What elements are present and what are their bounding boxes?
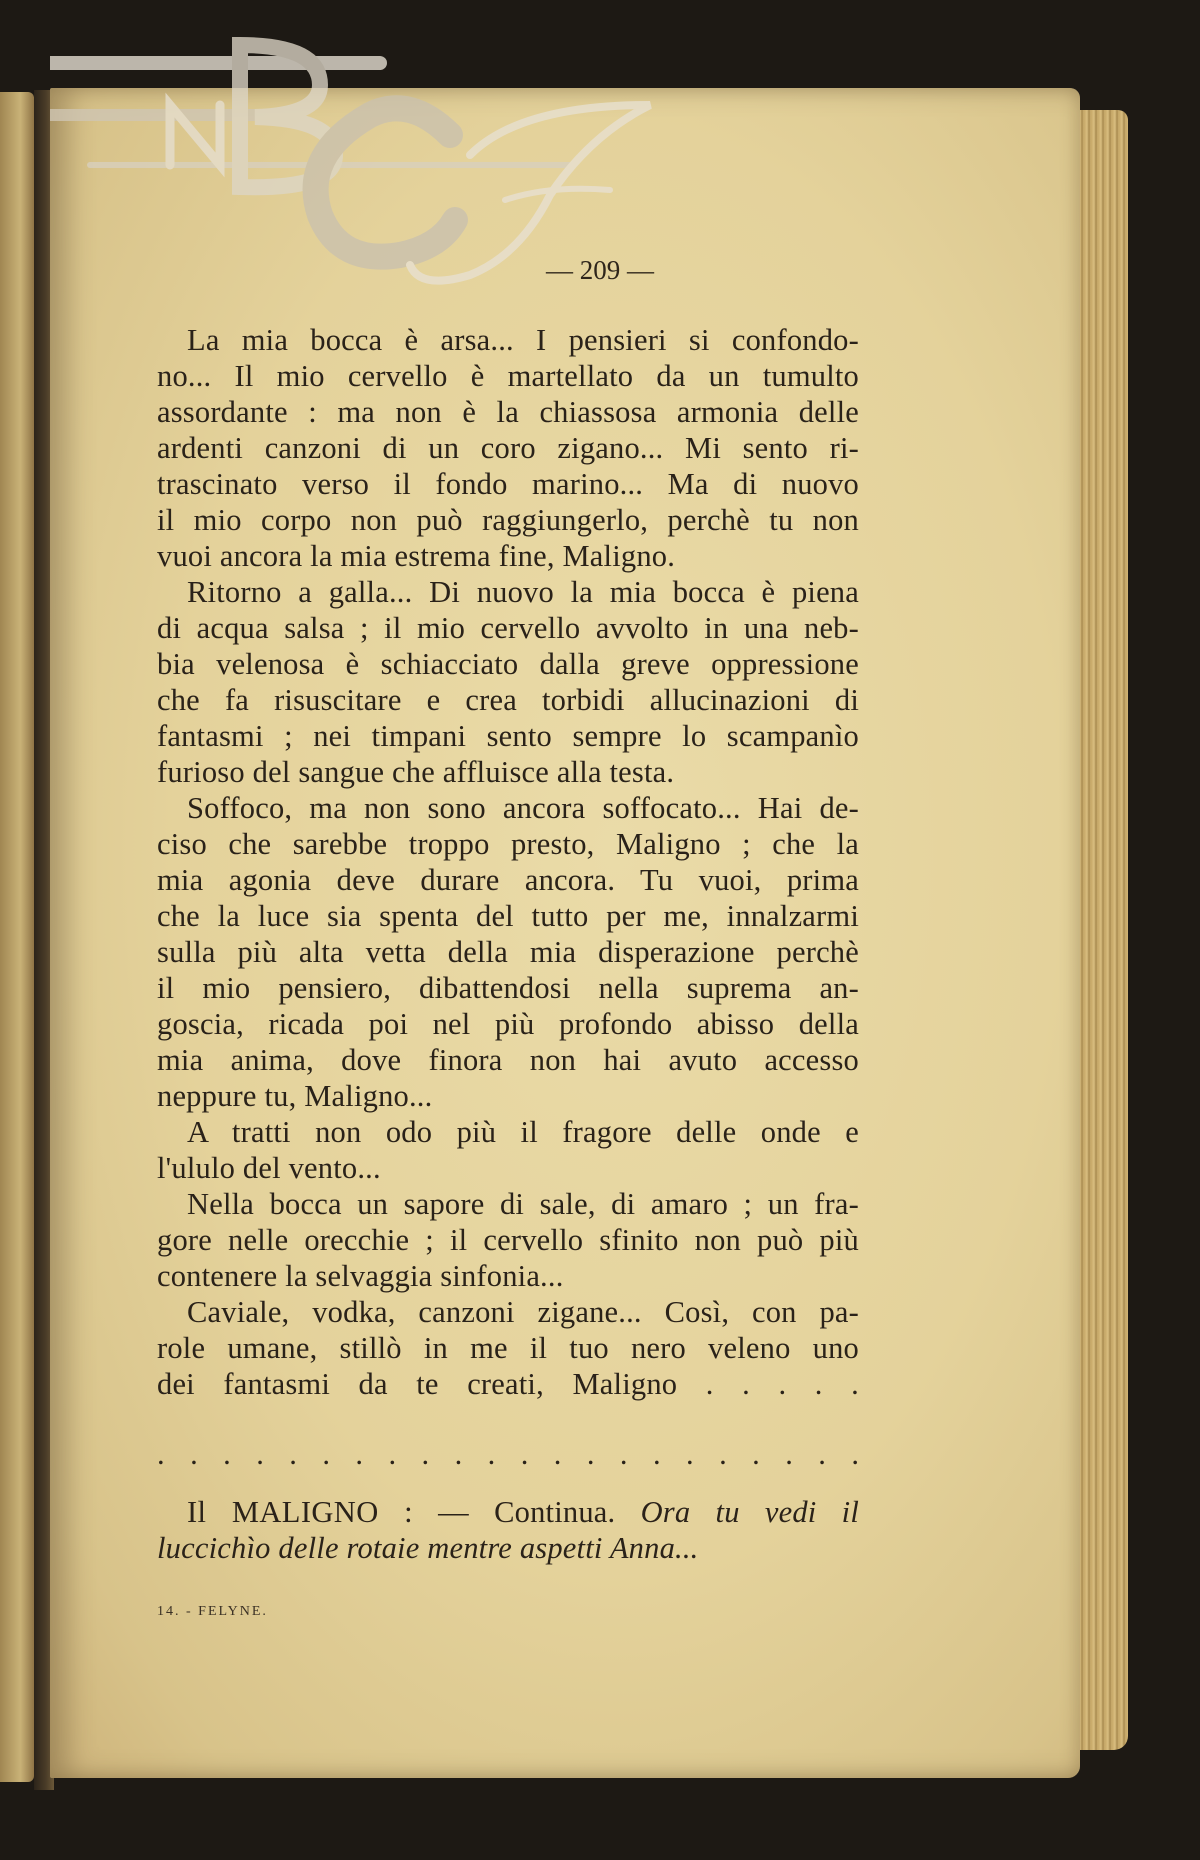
text-line: fantasmi ; nei timpani sento sempre lo scampanìo [157,719,859,753]
spacer [157,1472,859,1494]
text-line: vuoi ancora la mia estrema fine, Maligno. [157,539,676,573]
text-line: role umane, stillò in me il tuo nero veleno uno [157,1331,859,1365]
page-number: — 209 — [546,255,654,285]
text-line: dei fantasmi da te creati, Maligno . . . . . [157,1367,859,1401]
text-line: no... Il mio cervello è martellato da un tumulto [157,359,859,393]
paragraph [157,1294,859,1402]
paragraph [157,790,859,1114]
text-line: Caviale, vodka, canzoni zigane... Così, con pa- [187,1295,859,1329]
text-line: A tratti non odo più il fragore delle onde e [187,1115,859,1149]
text-line: l'ululo del vento... [157,1151,381,1185]
speaker-name: Il MALIGNO : [187,1495,413,1529]
dialogue-text: — Continua. [438,1495,616,1529]
text-line: Nella bocca un sapore di sale, di amaro ; un fra- [187,1187,859,1221]
text-line: furioso del sangue che affluisce alla testa. [157,755,675,789]
text-line: che fa risuscitare e crea torbidi allucinazioni di [157,683,859,717]
text-line: contenere la selvaggia sinfonia... [157,1259,564,1293]
dialogue-italic-line: luccichìo delle rotaie mentre aspetti Anna... [157,1531,699,1565]
text-line: trascinato verso il fondo marino... Ma di nuovo [157,467,859,501]
text-line: che la luce sia spenta del tutto per me, innalzarmi [157,899,859,933]
text-line: di acqua salsa ; il mio cervello avvolto in una neb- [157,611,859,645]
text-line: gore nelle orecchie ; il cervello sfinito non può più [157,1223,859,1257]
ellipsis-divider: . . . . . . . . . . . . . . . . . . . . . . [157,1437,859,1471]
text-line: il mio corpo non può raggiungerlo, perchè tu non [157,503,859,537]
text-line: mia agonia deve durare ancora. Tu vuoi, prima [157,863,859,897]
text-line: goscia, ricada poi nel più profondo abisso della [157,1007,859,1041]
text-line: mia anima, dove finora non hai avuto accesso [157,1043,859,1077]
paragraph [157,322,859,574]
text-line: sulla più alta vetta della mia disperazione perchè [157,935,859,969]
dialogue-line [157,1494,859,1530]
text-line: ardenti canzoni di un coro zigano... Mi sento ri- [157,431,859,465]
text-line: La mia bocca è arsa... I pensieri si confondo- [187,323,859,357]
paragraph [157,1114,859,1186]
dialogue-italic: Ora tu vedi il [640,1495,860,1529]
text-line: assordante : ma non è la chiassosa armonia delle [157,395,859,429]
signature-footer: 14. - FELYNE. [157,1604,268,1619]
paragraph [157,574,859,790]
paragraph [157,1186,859,1294]
text-line: il mio pensiero, dibattendosi nella suprema an- [157,971,859,1005]
text-line: bia velenosa è schiacciato dalla greve oppressione [157,647,859,681]
text-line: Ritorno a galla... Di nuovo la mia bocca è piena [187,575,859,609]
left-page-edge [0,92,34,1782]
body-text [157,322,859,1566]
text-line: neppure tu, Maligno... [157,1079,433,1113]
text-line: ciso che sarebbe troppo presto, Maligno ; che la [157,827,859,861]
spacer [157,1402,859,1436]
text-line: Soffoco, ma non sono ancora soffocato... Hai de- [187,791,859,825]
